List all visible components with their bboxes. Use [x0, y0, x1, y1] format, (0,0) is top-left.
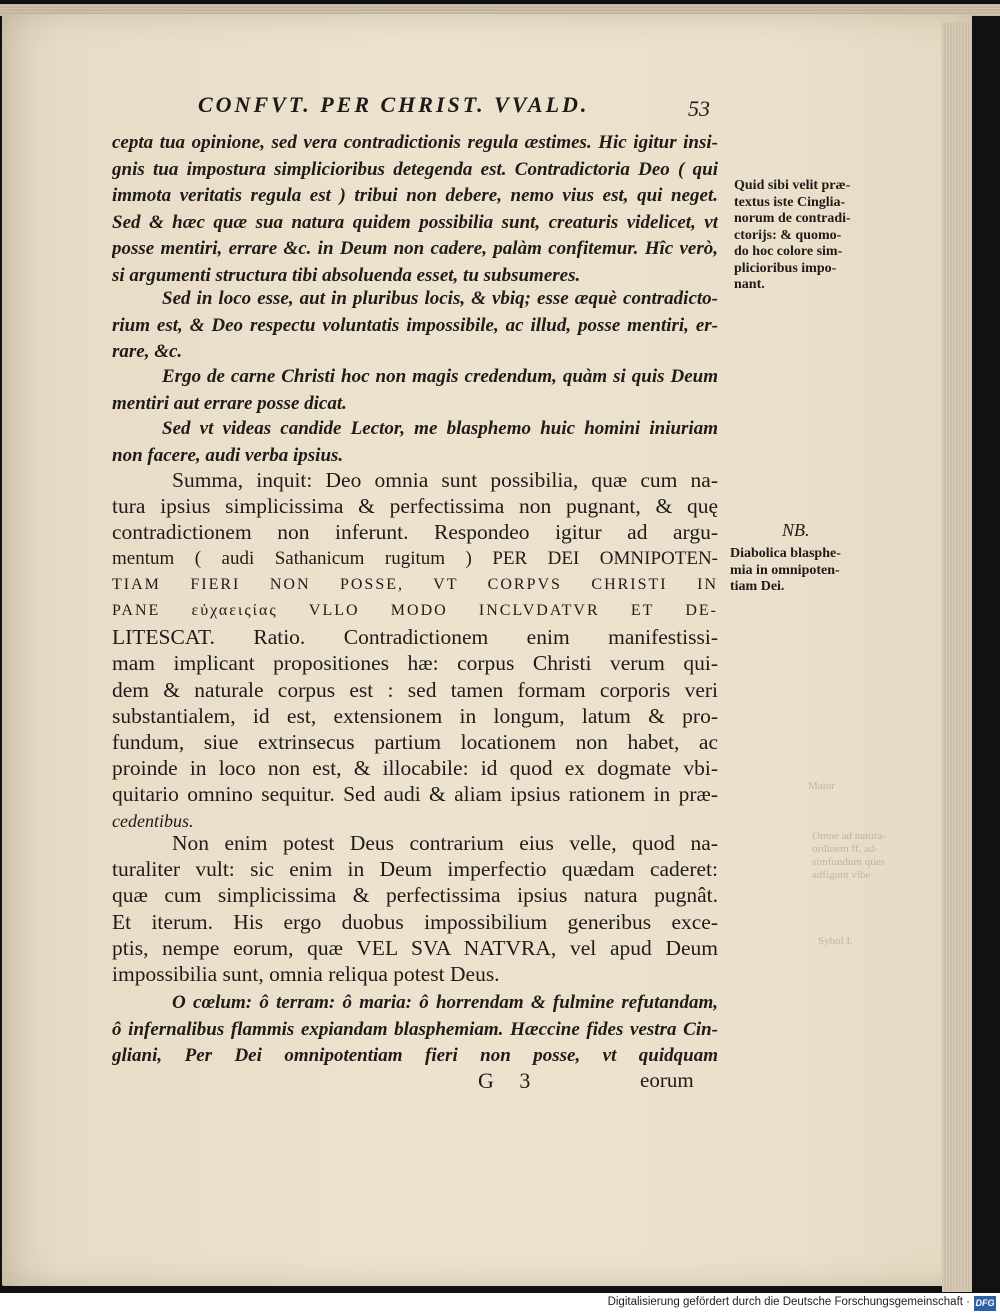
margin-line: Quid sibi velit præ-: [734, 178, 851, 193]
text-line: fundum, siue extrinsecus partium locationem non habet, ac: [112, 730, 718, 755]
page-stack-edge: [942, 22, 972, 1292]
margin-line: mia in omnipoten-: [730, 562, 840, 578]
signature-mark: G 3: [478, 1068, 541, 1093]
margin-line: do hoc colore sim-: [734, 244, 843, 259]
show-through-text: Omne ad natura- ordinem ff. ad- simfundum ques adfigunt vibe: [812, 830, 886, 881]
text-line: Non enim potest Deus contrarium eius velle, quod na-: [172, 831, 718, 855]
text-line: cepta tua opinione, sed vera contradictionis regula æstimes. Hic igitur insi-: [112, 132, 718, 153]
text-line: mentiri aut errare posse dicat.: [112, 392, 347, 414]
text-line: ô infernalibus flammis expiandam blasphemiam. Hæccine fides vestra Cin-: [112, 1018, 718, 1040]
show-through-text: Maior: [808, 780, 835, 792]
text-line: quitario omnino sequitur. Sed audi & aliam ipsius rationem in præ-: [112, 782, 718, 807]
text-block-4: [112, 416, 718, 469]
text-line: si argumenti structura tibi absoluenda esset, tu subsumeres.: [112, 264, 581, 286]
text-line: contradictionem non inferunt. Respondeo igitur ad argu-: [112, 520, 718, 545]
text-line: Sed & hæc quæ sua natura quidem possibilia sunt, creaturis videlicet, vt: [112, 211, 718, 233]
show-through-text: Sybol I.: [818, 935, 853, 947]
text-line: rium est, & Deo respectu voluntatis impossibile, ac illud, posse mentiri, er-: [112, 314, 718, 336]
text-line: TIAM FIERI NON POSSE, VT CORPVS CHRISTI IN: [112, 575, 718, 593]
text-line: cedentibus.: [112, 810, 194, 831]
margin-line: ctorijs: & quomo-: [734, 227, 842, 243]
text-block-5: [112, 467, 718, 834]
catchword: eorum: [640, 1068, 694, 1092]
text-line: rare, &c.: [112, 341, 183, 362]
text-line: non facere, audi verba ipsius.: [112, 444, 344, 466]
text-line: Summa, inquit: Deo omnia sunt possibilia, quæ cum na-: [172, 468, 718, 492]
text-line: proinde in loco non est, & illocabile: id quod ex dogmate vbi-: [112, 756, 718, 781]
text-line: quæ cum simplicissima & perfectissima ipsius natura pugnât.: [112, 883, 718, 908]
margin-line: nant.: [734, 277, 765, 292]
margin-line: Diabolica blasphe-: [730, 546, 841, 561]
margin-note-2: [730, 546, 880, 596]
text-line: O cœlum: ô terram: ô maria: ô horrendam & fulmine refutandam,: [172, 992, 718, 1013]
footer-credit-text: Digitalisierung gefördert durch die Deutsche Forschungsgemeinschaft ·: [607, 1296, 970, 1308]
text-line: turaliter vult: sic enim in Deum imperfectio quædam caderet:: [112, 857, 718, 882]
text-line: LITESCAT. Ratio. Contradictionem enim manifestissi-: [112, 625, 718, 650]
margin-line: tiam Dei.: [730, 579, 785, 594]
text-block-1: [112, 130, 718, 289]
text-block-7: [112, 990, 718, 1070]
text-line: PANE εὐχαειςίας VLLO MODO INCLVDATVR ET DE-: [112, 602, 718, 620]
nota-bene-label: NB.: [782, 520, 810, 540]
margin-line: plicioribus impo-: [734, 260, 837, 276]
margin-note-1: [734, 178, 884, 294]
text-line: Sed vt videas candide Lector, me blasphemo huic homini iniuriam: [162, 418, 718, 439]
text-line: Sed in loco esse, aut in pluribus locis, & vbiq; esse æquè contradicto-: [162, 288, 718, 309]
text-line: gnis tua impostura simplicioribus detegenda est. Contradictoria Deo ( qui: [112, 158, 718, 180]
text-line: gliani, Per Dei omnipotentiam fieri non posse, vt quidquam: [112, 1045, 718, 1066]
text-line: immota veritatis regula est ) tribui non debere, nemo vius est, qui neget.: [112, 185, 718, 206]
page-number: 53: [688, 96, 710, 121]
text-block-2: [112, 286, 718, 366]
text-line: substantialem, id est, extensionem in longum, latum & pro-: [112, 703, 718, 728]
margin-line: textus iste Cinglia-: [734, 194, 846, 210]
text-line: ptis, nempe eorum, quæ VEL SVA NATVRA, vel apud Deum: [112, 935, 718, 960]
text-line: Et iterum. His ergo duobus impossibilium generibus exce-: [112, 909, 718, 934]
text-block-6: [112, 830, 718, 987]
text-line: mam implicant propositiones hæ: corpus Christi verum qui-: [112, 651, 718, 676]
text-line: tura ipsius simplicissima & perfectissima non pugnant, & quę: [112, 494, 718, 519]
text-line: Ergo de carne Christi hoc non magis credendum, quàm si quis Deum: [162, 366, 718, 387]
running-head: CONFVT. PER CHRIST. VVALD.: [198, 92, 590, 117]
margin-line: norum de contradi-: [734, 211, 851, 226]
text-line: posse mentiri, errare &c. in Deum non cadere, palàm confitemur. Hîc verò,: [112, 238, 718, 259]
text-block-3: [112, 364, 718, 417]
text-line: dem & naturale corpus est : sed tamen formam corporis veri: [112, 677, 718, 702]
dfg-logo-icon: DFG: [974, 1296, 996, 1311]
digitization-footer: [0, 1293, 1000, 1315]
text-line: impossibilia sunt, omnia reliqua potest Deus.: [112, 962, 500, 987]
text-line: mentum ( audi Sathanicum rugitum ) PER DEI OMNIPOTEN-: [112, 547, 718, 569]
